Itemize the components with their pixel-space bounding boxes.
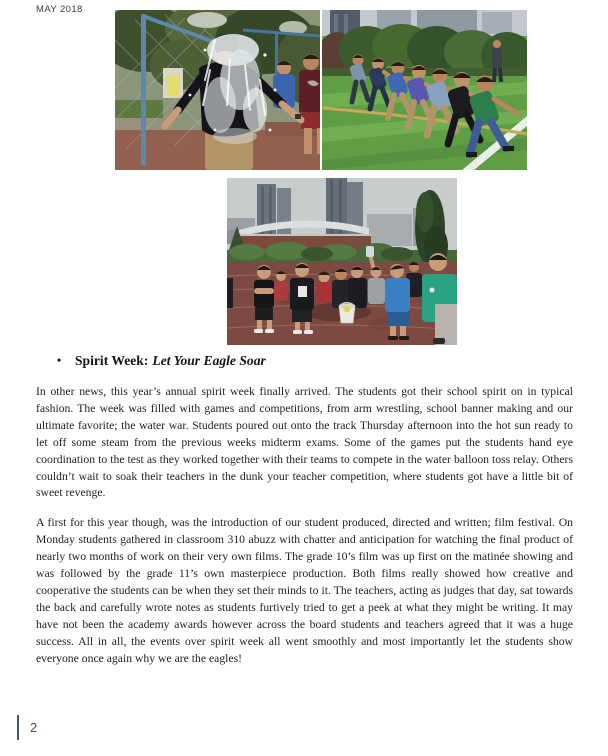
paragraph-1: In other news, this year’s annual spirit week finally arrived. The students got their school spirit on in typical fashion. The week was filled with games and competitions, from arm wrestling, school banner making and our ultimate favorite; the water war. Students poured out onto the track Thursday afternoon into the hot sun ready to let off some steam from the previous weeks midterm exams. Some of the games put the students hand eye coordination to the test as they worked together with their teams to compete in the water balloon toss relay. Others couldn’t wait to soak their teachers in the dunk your teacher competition, where students got have a little bit of sweet revenge. <box>36 385 573 500</box>
photo-row <box>115 10 527 170</box>
water-bucket <box>339 303 355 324</box>
bullet-icon: • <box>57 353 62 367</box>
photo-center <box>227 178 457 345</box>
heading-title: Let Your Eagle Soar <box>152 353 266 368</box>
ice-bucket-photo <box>115 10 320 170</box>
article-heading <box>36 353 573 369</box>
header-date: MAY 2018 <box>36 4 83 15</box>
heading-prefix: Spirit Week: <box>75 353 149 368</box>
paragraph-2: A first for this year though, was the introduction of our student produced, directed and written; film festival. On Monday students gathered in classroom 310 abuzz with chatter and anticipation for watching the final product of nearly two months of work on their very own films. The grade 10’s film was up first on the matinée showing and was followed by the grade 11’s own masterpiece production. Both films really showed how creative and cooperative the students can be when they set their minds to it. The teachers, acting as judges that day, sat towards the back and carefully wrote notes as students furtively tried to get a peek at what they might be writing. It may have not been the academy awards however across the board students and teachers agreed that it was a huge success. All in all, the events over spirit week all went smoothly and most importantly let the students show everyone once again why we are the eagles! <box>36 516 573 665</box>
article <box>36 353 573 668</box>
footer-accent-bar <box>17 715 19 740</box>
page-number: 2 <box>30 720 38 735</box>
track-gathering-photo <box>227 178 457 345</box>
tug-of-war-photo <box>322 10 527 170</box>
page-footer <box>17 715 37 740</box>
